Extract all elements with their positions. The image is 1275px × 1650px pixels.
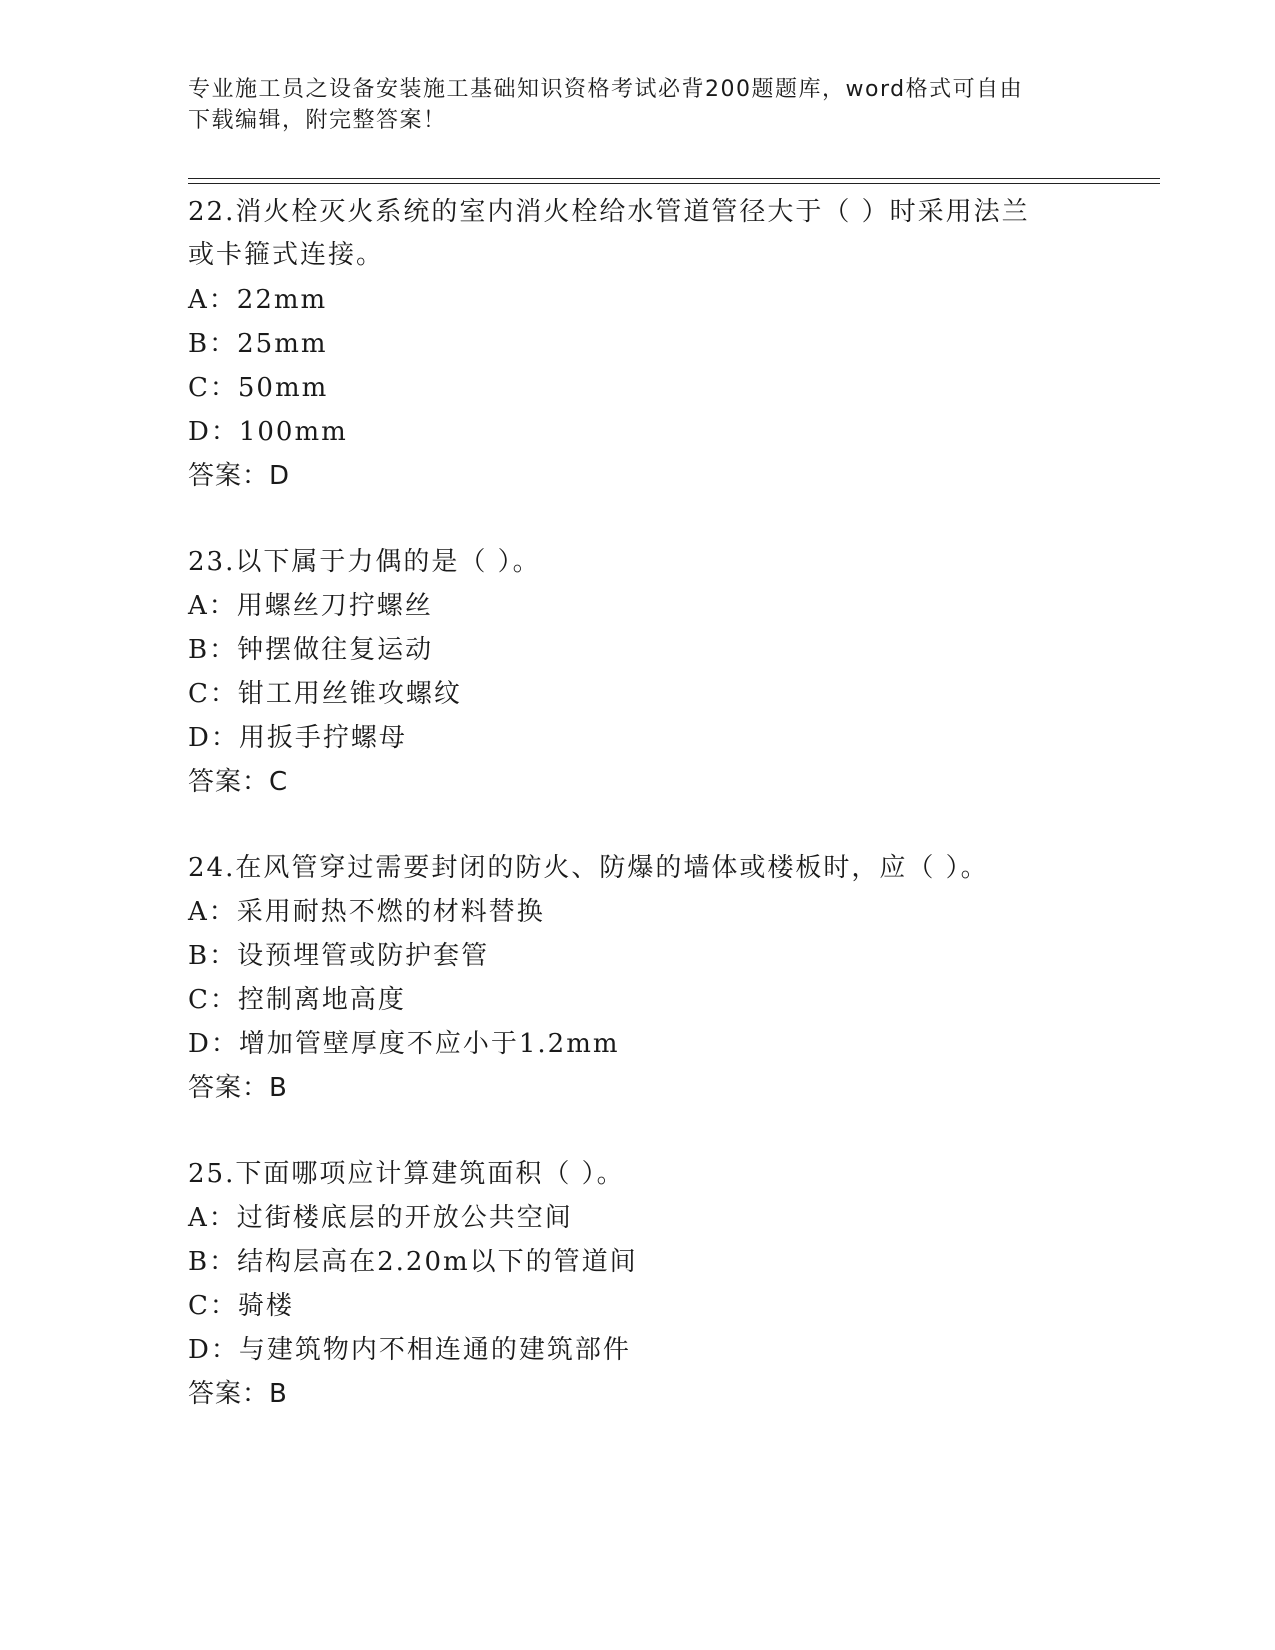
header-divider-top xyxy=(188,178,1160,179)
question-stem-line-1: 23.以下属于力偶的是（ ）。 xyxy=(188,547,541,577)
document-header xyxy=(188,74,1068,136)
option-c: C：骑楼 xyxy=(188,1291,294,1321)
header-divider-bottom xyxy=(188,183,1160,184)
answer: 答案：B xyxy=(188,1073,288,1103)
answer: 答案：C xyxy=(188,767,289,797)
option-d: D：增加管壁厚度不应小于1.2mm xyxy=(188,1029,620,1059)
question-stem-line-1: 22.消火栓灭火系统的室内消火栓给水管道管径大于（ ）时采用法兰 xyxy=(188,197,1030,227)
option-b: B：25mm xyxy=(188,329,328,359)
option-a: A：用螺丝刀拧螺丝 xyxy=(188,591,433,621)
option-c: C：钳工用丝锥攻螺纹 xyxy=(188,679,462,709)
option-b: B：设预埋管或防护套管 xyxy=(188,941,490,971)
header-line-2: 下载编辑，附完整答案！ xyxy=(188,108,447,133)
option-c: C：50mm xyxy=(188,373,329,403)
question-stem-line-1: 25.下面哪项应计算建筑面积（ ）。 xyxy=(188,1159,625,1189)
option-a: A：采用耐热不燃的材料替换 xyxy=(188,897,545,927)
option-d: D：与建筑物内不相连通的建筑部件 xyxy=(188,1335,631,1365)
option-d: D：用扳手拧螺母 xyxy=(188,723,407,753)
answer: 答案：D xyxy=(188,461,291,491)
question-stem-line-1: 24.在风管穿过需要封闭的防火、防爆的墙体或楼板时，应（ ）。 xyxy=(188,853,989,883)
question-stem-line-2: 或卡箍式连接。 xyxy=(188,240,385,270)
option-b: B：结构层高在2.20m以下的管道间 xyxy=(188,1247,638,1277)
option-d: D：100mm xyxy=(188,417,348,447)
option-c: C：控制离地高度 xyxy=(188,985,406,1015)
option-a: A：过街楼底层的开放公共空间 xyxy=(188,1203,573,1233)
header-line-1: 专业施工员之设备安装施工基础知识资格考试必背200题题库，word格式可自由 xyxy=(188,77,1024,102)
option-b: B：钟摆做往复运动 xyxy=(188,635,434,665)
answer: 答案：B xyxy=(188,1379,288,1409)
option-a: A：22mm xyxy=(188,285,328,315)
